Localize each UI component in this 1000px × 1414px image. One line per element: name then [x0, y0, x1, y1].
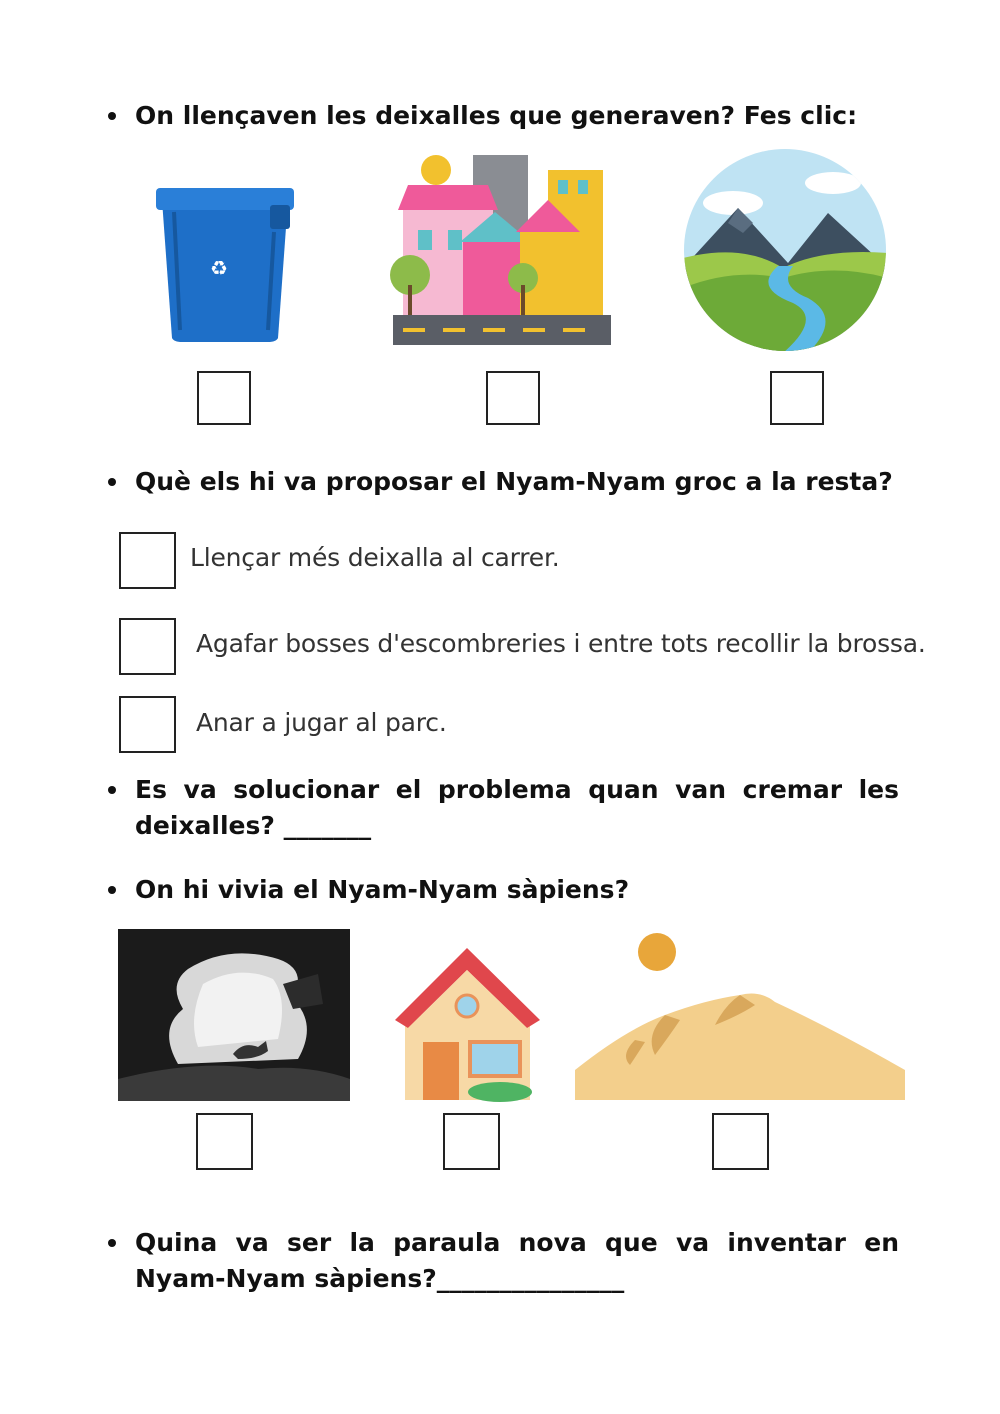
q2-checkbox-option-3[interactable]	[119, 696, 176, 753]
question-5	[135, 1225, 899, 1297]
q1-checkbox-landscape[interactable]	[770, 371, 824, 425]
svg-text:♻: ♻	[210, 256, 228, 280]
landscape-river-image	[683, 148, 888, 353]
q2-checkbox-option-2[interactable]	[119, 618, 176, 675]
question-4-text: On hi vivia el Nyam-Nyam sàpiens?	[135, 875, 630, 904]
question-4	[135, 872, 899, 908]
q2-option-3-label: Anar a jugar al parc.	[196, 708, 447, 737]
question-3-blank[interactable]: _______	[274, 811, 372, 840]
q2-checkbox-option-1[interactable]	[119, 532, 176, 589]
q2-option-2-label: Agafar bosses d'escombreries i entre tots recollir la brossa.	[196, 629, 926, 658]
question-3-text: Es va solucionar el problema quan van cremar les deixalles?	[135, 775, 899, 840]
desert-image	[575, 930, 905, 1102]
question-2	[135, 464, 899, 500]
question-2-text: Què els hi va proposar el Nyam-Nyam groc a la resta?	[135, 467, 893, 496]
house-image	[390, 940, 545, 1102]
question-1-text: On llençaven les deixalles que generaven? Fes clic:	[135, 101, 858, 130]
question-1	[135, 98, 899, 134]
q2-option-1-label: Llençar més deixalla al carrer.	[190, 543, 560, 572]
question-3	[135, 772, 899, 844]
question-5-text: Quina va ser la paraula nova que va inventar en Nyam-Nyam sàpiens?	[135, 1228, 899, 1293]
cave-image	[118, 929, 350, 1101]
question-5-blank[interactable]: _______________	[436, 1264, 625, 1293]
q4-checkbox-cave[interactable]	[196, 1113, 253, 1170]
q4-checkbox-desert[interactable]	[712, 1113, 769, 1170]
q1-checkbox-bin[interactable]	[197, 371, 251, 425]
q4-checkbox-house[interactable]	[443, 1113, 500, 1170]
recycling-bin-image	[150, 180, 300, 345]
city-image	[388, 150, 613, 350]
q1-checkbox-city[interactable]	[486, 371, 540, 425]
